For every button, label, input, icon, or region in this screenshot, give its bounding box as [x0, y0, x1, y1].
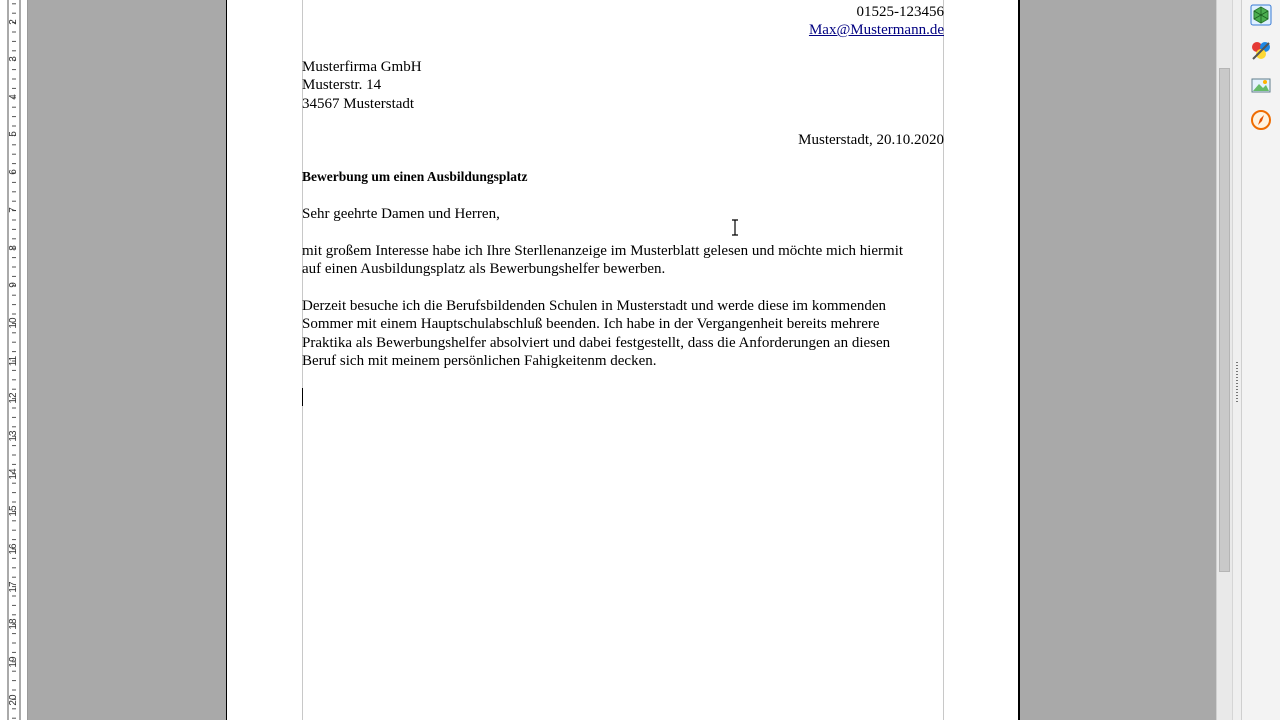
- recipient-line: Musterstr. 14: [302, 77, 382, 93]
- ruler-label: 11: [8, 355, 19, 367]
- ruler-label: 14: [8, 468, 19, 480]
- scrollbar-thumb[interactable]: [1219, 68, 1230, 572]
- ruler-label: 12: [8, 392, 19, 404]
- navigator-button[interactable]: [1248, 107, 1274, 133]
- gallery-button[interactable]: [1248, 72, 1274, 98]
- text-cursor: [302, 388, 303, 406]
- document-page[interactable]: [226, 0, 1020, 720]
- ruler-label: 17: [8, 581, 19, 593]
- ruler-label: 9: [8, 282, 19, 288]
- gallery-icon: [1250, 74, 1272, 96]
- properties-button[interactable]: [1248, 2, 1274, 28]
- ruler-label: 7: [8, 207, 19, 213]
- ruler-label: 8: [8, 245, 19, 251]
- ruler-label: 2: [8, 19, 19, 25]
- right-margin-guide: [943, 0, 944, 720]
- styles-icon: [1250, 39, 1272, 61]
- ruler-label: 6: [8, 169, 19, 175]
- ruler-label: 20: [8, 694, 19, 706]
- sidebar-splitter[interactable]: [1232, 0, 1241, 720]
- paragraph-line: Sommer mit einem Hauptschulabschluß beenden. Ich habe in der Vergangenheit bereits mehrere: [302, 316, 880, 332]
- sidebar-tab-bar: [1241, 0, 1280, 720]
- sender-email-block: [302, 21, 944, 39]
- paragraph-line: Praktika als Bewerbungshelfer absolviert und dabei festgestellt, dass die Anforderungen an diesen: [302, 335, 891, 351]
- salutation: Sehr geehrte Damen und Herren,: [302, 206, 500, 222]
- ruler-label: 16: [8, 543, 19, 555]
- ruler-label: 15: [8, 505, 19, 517]
- ruler-label: 10: [8, 317, 19, 329]
- ruler-label: 18: [8, 618, 19, 630]
- ruler-label: 19: [8, 656, 19, 668]
- navigator-icon: [1250, 109, 1272, 131]
- ruler-label: 13: [8, 430, 19, 442]
- grip-handle-icon[interactable]: [1236, 362, 1238, 402]
- styles-button[interactable]: [1248, 37, 1274, 63]
- ruler-label: 4: [8, 94, 19, 100]
- paragraph-line: Beruf sich mit meinem persönlichen Fahigkeitenm decken.: [302, 353, 657, 369]
- paragraph-line: auf einen Ausbildungsplatz als Bewerbungshelfer bewerben.: [302, 261, 666, 277]
- recipient-line: 34567 Musterstadt: [302, 96, 415, 112]
- ruler-label: 3: [8, 56, 19, 62]
- sender-phone: 01525-123456: [856, 4, 944, 20]
- paragraph-line: mit großem Interesse habe ich Ihre Sterllenanzeige im Musterblatt gelesen und möchte mich hiermit: [302, 243, 904, 259]
- paragraph-line: Derzeit besuche ich die Berufsbildenden Schulen in Musterstadt und werde diese im kommenden: [302, 298, 887, 314]
- ruler-label: 5: [8, 131, 19, 137]
- recipient-line: Musterfirma GmbH: [302, 59, 422, 75]
- subject-line: Bewerbung um einen Ausbildungsplatz: [302, 169, 528, 184]
- place-date: Musterstadt, 20.10.2020: [798, 132, 944, 148]
- ibeam-cursor-icon: [731, 219, 739, 236]
- sender-email-link[interactable]: Max@Mustermann.de: [808, 22, 944, 38]
- properties-icon: [1250, 4, 1272, 26]
- vertical-ruler[interactable]: [0, 0, 28, 720]
- vertical-scrollbar[interactable]: [1216, 0, 1232, 720]
